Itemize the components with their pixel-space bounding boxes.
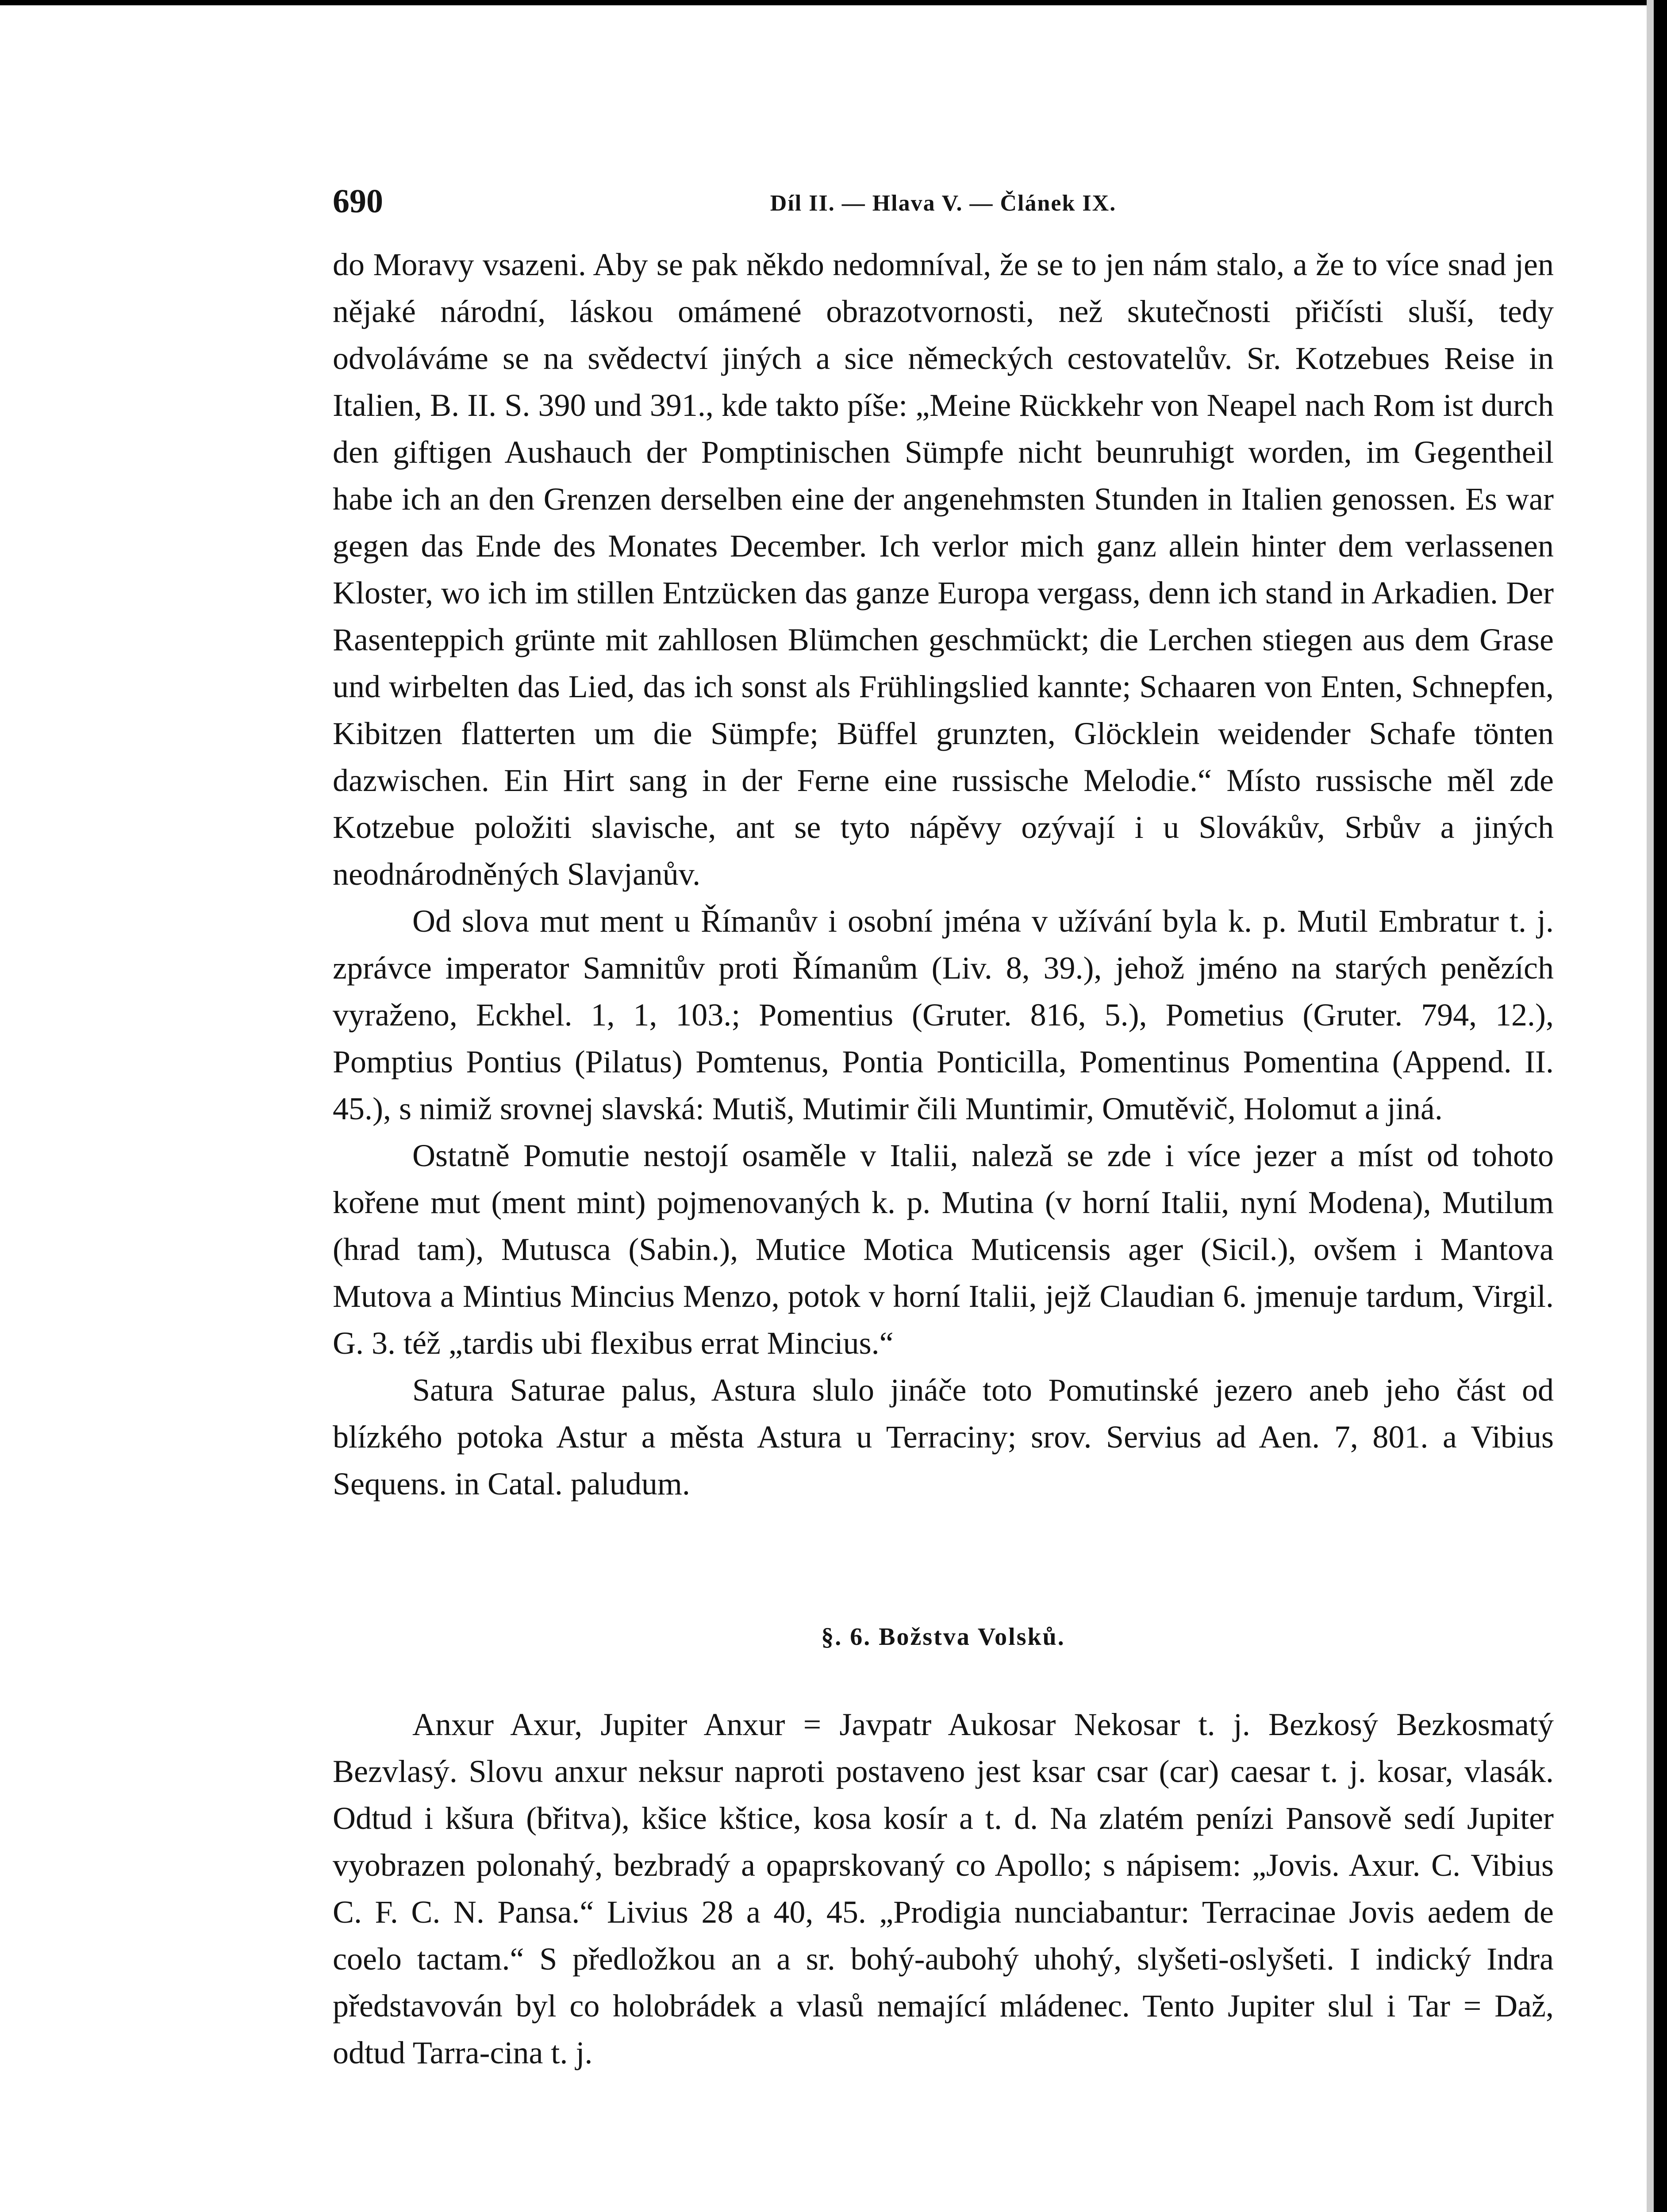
page-number: 690 xyxy=(333,183,383,220)
paragraph-4: Satura Saturae palus, Astura slulo jináče toto Pomutinské jezero aneb jeho část od blízkého potoka Astur a města Astura u Terraciny; srov. Servius ad Aen. 7, 801. a Vibius Sequens. in Catal. paludum. xyxy=(333,1372,1554,1502)
section-paragraph: Anxur Axur, Jupiter Anxur = Javpatr Aukosar Nekosar t. j. Bezkosý Bezkosmatý Bezvlasý. Slovu anxur neksur naproti postaveno jest ksar csar (car) caesar t. j. kosar, vlasák. Odtud i kšura (břitva), kšice kštice, kosa kosír a t. d. Na zlatém penízi Pansově sedí Jupiter vyobrazen polonahý, bezbradý a opaprskovaný co Apollo; s nápisem: „Jovis. Axur. C. Vibius C. F. C. N. Pansa.“ Livius 28 a 40, 45. „Prodigia nunciabantur: Terracinae Jovis aedem de coelo tactam.“ S předložkou an a sr. bohý-aubohý uhohý, slyšeti-oslyšeti. I indický Indra představován byl co holobrádek a vlasů nemající mládenec. Tento Jupiter slul i Tar = Daž, odtud Tarra-cina t. j. xyxy=(333,1707,1554,2070)
section-body xyxy=(333,1701,1554,2076)
section-heading: §. 6. Božstva Volsků. xyxy=(821,1623,1065,1651)
body-text xyxy=(333,241,1554,1507)
running-title: Díl II. — Hlava V. — Článek IX. xyxy=(770,191,1117,216)
paragraph-3: Ostatně Pomutie nestojí osaměle v Italii, naleză se zde i více jezer a míst od tohoto kořene mut (ment mint) pojmenovaných k. p. Mutina (v horní Italii, nyní Modena), Mutilum (hrad tam), Mutusca (Sabin.), Mutice Motica Muticensis ager (Sicil.), ovšem i Mantova Mutova a Mintius Mincius Menzo, potok v horní Italii, jejž Claudian 6. jmenuje tardum, Virgil. G. 3. též „tardis ubi flexibus errat Mincius.“ xyxy=(333,1138,1554,1361)
scan-border-shadow xyxy=(1647,0,1654,2212)
scan-border-right xyxy=(1654,0,1667,2212)
paragraph-1: do Moravy vsazeni. Aby se pak někdo nedomníval, že se to jen nám stalo, a že to více snad jen nějaké národní, láskou omámené obrazotvornosti, než skutečnosti přičísti sluší, tedy odvoláváme se na svědectví jiných a sice německých cestovatelův. Sr. Kotzebues Reise in Italien, B. II. S. 390 und 391., kde takto píše: „Meine Rückkehr von Neapel nach Rom ist durch den giftigen Aushauch der Pomptinischen Sümpfe nicht beunruhigt worden, im Gegentheil habe ich an den Grenzen derselben eine der angenehmsten Stunden in Italien genossen. Es war gegen das Ende des Monates December. Ich verlor mich ganz allein hinter dem verlassenen Kloster, wo ich im stillen Entzücken das ganze Europa vergass, denn ich stand in Arkadien. Der Rasenteppich grünte mit zahllosen Blümchen geschmückt; die Lerchen stiegen aus dem Grase und wirbelten das Lied, das ich sonst als Frühlingslied kannte; Schaaren von Enten, Schnepfen, Kibitzen flatterten um die Sümpfe; Büffel grunzten, Glöcklein weidender Schafe tönten dazwischen. Ein Hirt sang in der Ferne eine russische Melodie.“ Místo russische měl zde Kotzebue položiti slavische, ant se tyto nápěvy ozývají i u Slovákův, Srbův a jiných neodnárodněných Slavjanův. xyxy=(333,247,1554,892)
scan-border-top xyxy=(0,0,1667,5)
paragraph-2: Od slova mut ment u Římanův i osobní jména v užívání byla k. p. Mutil Embratur t. j. zprávce imperator Samnitův proti Římanům (Liv. 8, 39.), jehož jméno na starých penězích vyraženo, Eckhel. 1, 1, 103.; Pomentius (Gruter. 816, 5.), Pometius (Gruter. 794, 12.), Pomptius Pontius (Pilatus) Pomtenus, Pontia Ponticilla, Pomentinus Pomentina (Append. II. 45.), s nimiž srovnej slavská: Mutiš, Mutimir čili Muntimir, Omutěvič, Holomut a jiná. xyxy=(333,903,1554,1126)
running-header xyxy=(333,181,1554,221)
